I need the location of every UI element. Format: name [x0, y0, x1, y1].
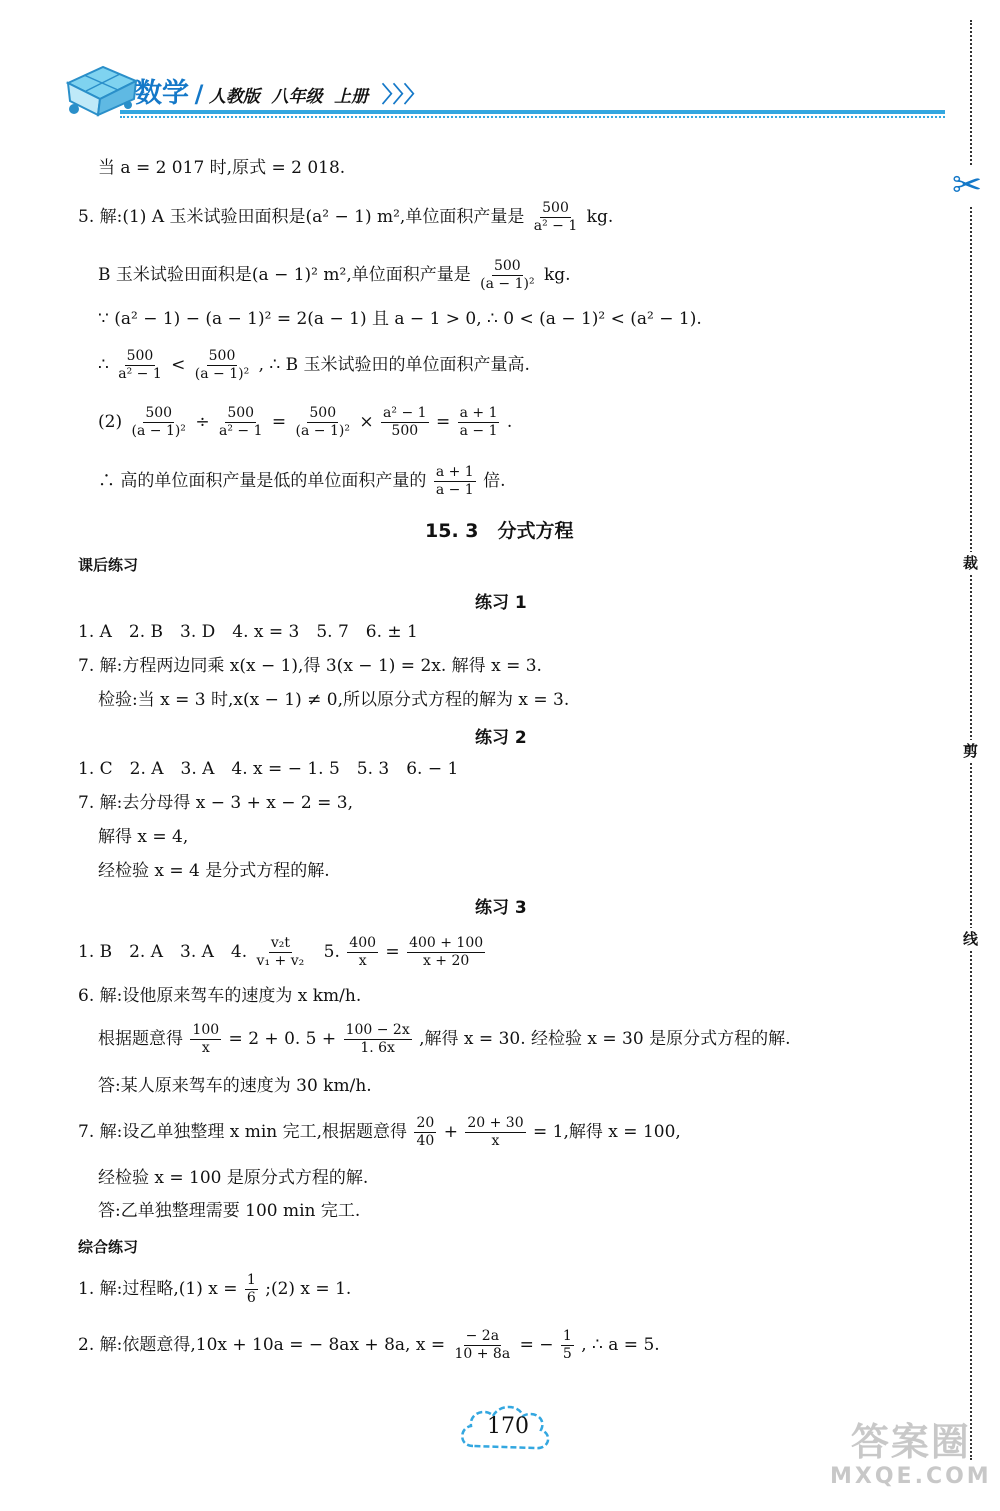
text: kg. [586, 207, 614, 227]
numerator: a + 1 [435, 464, 474, 480]
text: = 2 + 0. 5 + [228, 1029, 337, 1049]
practice-3-line-3 [98, 1022, 791, 1057]
text: ∴ 高的单位面积产量是低的单位面积产量的 [98, 471, 427, 491]
denominator: (a − 1)² [295, 423, 350, 439]
header-subject: 数学 [135, 78, 189, 109]
practice-3-line-5 [78, 1115, 681, 1150]
text: B 玉米试验田面积是(a − 1)² m²,单位面积产量是 [98, 265, 471, 285]
fraction [255, 935, 307, 970]
fraction [347, 935, 378, 970]
fraction [190, 1022, 221, 1057]
practice-1-line-2: 7. 解:方程两边同乘 x(x − 1),得 3(x − 1) = 2x. 解得 x = 3. [78, 656, 542, 676]
cube-logo-icon [48, 53, 148, 117]
text: 5. 解:(1) A 玉米试验田面积是(a² − 1) m²,单位面积产量是 [78, 207, 525, 227]
watermark-line-2: MXQE.COM [830, 1464, 992, 1489]
fraction [452, 1328, 512, 1363]
text: = [435, 412, 451, 432]
numerator: a² − 1 [383, 405, 427, 421]
numerator: 500 [493, 258, 521, 274]
section-title: 15. 3 分式方程 [425, 520, 574, 542]
fraction [434, 464, 476, 499]
numerator: 20 [416, 1115, 435, 1131]
numerator: 500 [542, 200, 569, 216]
scissors-icon: ✂ [952, 165, 983, 206]
numerator: 400 + 100 [409, 935, 484, 951]
text: = [271, 412, 287, 432]
fraction [532, 200, 580, 235]
denominator: a − 1 [435, 482, 474, 498]
problem-5-line-1 [78, 200, 613, 235]
problem-5-line-6 [98, 464, 506, 499]
text: ;(2) x = 1. [265, 1279, 352, 1299]
text: < [171, 355, 186, 375]
text: ÷ [195, 412, 210, 432]
text: kg. [543, 265, 571, 285]
denominator: a² − 1 [118, 366, 162, 382]
practice-2-line-4: 经检验 x = 4 是分式方程的解. [98, 861, 330, 881]
denominator: (a − 1)² [131, 423, 186, 439]
practice-2-line-3: 解得 x = 4, [98, 827, 189, 847]
denominator: (a − 1)² [480, 276, 535, 292]
fraction [193, 348, 251, 383]
denominator: x [358, 953, 367, 969]
denominator: a² − 1 [218, 423, 263, 439]
practice-3-title: 练习 3 [475, 898, 527, 918]
denominator: 1. 6x [360, 1040, 395, 1056]
denominator: x + 20 [422, 953, 470, 969]
problem-5-line-4 [98, 348, 530, 383]
page-number: 170 [487, 1414, 529, 1439]
denominator: 10 + 8a [454, 1346, 511, 1362]
problem-5-line-5 [98, 405, 512, 440]
denominator: 5 [562, 1346, 572, 1362]
practice-2-line-1: 1. C 2. A 3. A 4. x = − 1. 5 5. 3 6. − 1 [78, 759, 459, 779]
problem-5-line-2 [98, 258, 571, 293]
practice-2-line-2: 7. 解:去分母得 x − 3 + x − 2 = 3, [78, 793, 353, 813]
fraction [381, 405, 429, 440]
denominator: 500 [391, 423, 419, 439]
text: = [385, 942, 400, 962]
numerator: 500 [145, 405, 173, 421]
cut-char-1: 裁 [963, 554, 979, 572]
practice-1-title: 练习 1 [475, 593, 527, 613]
text: (2) [98, 412, 123, 432]
text: 1. B 2. A 3. A 4. [78, 942, 248, 962]
numerator: 500 [227, 405, 255, 421]
fraction [130, 405, 188, 440]
numerator: 500 [309, 405, 337, 421]
text: , ∴ B 玉米试验田的单位面积产量高. [258, 355, 530, 375]
text: 根据题意得 [98, 1029, 183, 1049]
comprehensive-line-1 [78, 1272, 351, 1307]
text: 1. 解:过程略,(1) x = [78, 1279, 238, 1299]
fraction [217, 405, 265, 440]
denominator: x [491, 1133, 500, 1149]
subhead-comprehensive: 综合练习 [78, 1238, 139, 1256]
fraction [561, 1328, 574, 1363]
watermark [830, 1420, 992, 1490]
header-arrows: 〉〉〉 [381, 83, 426, 108]
practice-3-line-4: 答:某人原来驾车的速度为 30 km/h. [98, 1076, 372, 1096]
text: = 1,解得 x = 100, [533, 1122, 681, 1142]
denominator: 6 [246, 1290, 256, 1306]
header-grade: 八年级 [271, 87, 323, 107]
comprehensive-line-2 [78, 1328, 660, 1363]
denominator: a² − 1 [533, 218, 578, 234]
denominator: a − 1 [459, 423, 498, 439]
practice-3-line-6: 经检验 x = 100 是原分式方程的解. [98, 1168, 369, 1188]
problem-5-line-3: ∵ (a² − 1) − (a − 1)² = 2(a − 1) 且 a − 1 > 0, ∴ 0 < (a − 1)² < (a² − 1). [98, 309, 702, 329]
cut-char-3: 线 [963, 930, 979, 948]
header-rule-dots [120, 116, 945, 118]
line-1: 当 a = 2 017 时,原式 = 2 018. [98, 158, 346, 178]
denominator: v₁ + v₂ [256, 953, 305, 969]
numerator: 400 [349, 935, 377, 951]
numerator: 1 [562, 1328, 572, 1344]
fraction [458, 405, 500, 440]
text: ,解得 x = 30. 经检验 x = 30 是原分式方程的解. [419, 1029, 791, 1049]
fraction [465, 1115, 525, 1150]
numerator: 500 [126, 348, 154, 364]
practice-3-line-1 [78, 935, 487, 970]
text: . [506, 412, 513, 432]
practice-1-line-1: 1. A 2. B 3. D 4. x = 3 5. 7 6. ± 1 [78, 622, 418, 642]
fraction [245, 1272, 258, 1307]
fraction [116, 348, 164, 383]
text: ∴ [98, 355, 109, 375]
fraction [407, 935, 485, 970]
header-volume: 上册 [334, 87, 369, 107]
fraction [294, 405, 352, 440]
header-rule [120, 110, 945, 114]
text: 倍. [483, 471, 506, 491]
numerator: − 2a [465, 1328, 500, 1344]
practice-3-line-2: 6. 解:设他原来驾车的速度为 x km/h. [78, 986, 362, 1006]
practice-1-line-3: 检验:当 x = 3 时,x(x − 1) ≠ 0,所以原分式方程的解为 x = 3. [98, 690, 570, 710]
text: 5. [323, 942, 340, 962]
text: 7. 解:设乙单独整理 x min 完工,根据题意得 [78, 1122, 408, 1142]
text: 2. 解:依题意得,10x + 10a = − 8ax + 8a, x = [78, 1335, 446, 1355]
text: , ∴ a = 5. [581, 1335, 660, 1355]
numerator: 1 [246, 1272, 256, 1288]
subhead-after-class: 课后练习 [78, 556, 139, 574]
text: + [443, 1122, 458, 1142]
fraction [414, 1115, 436, 1150]
practice-3-line-7: 答:乙单独整理需要 100 min 完工. [98, 1201, 361, 1221]
text: = − [519, 1335, 554, 1355]
practice-2-title: 练习 2 [475, 728, 527, 748]
fraction [478, 258, 536, 293]
numerator: 500 [208, 348, 236, 364]
header-edition: 人教版 [208, 87, 260, 107]
watermark-line-1: 答案圈 [850, 1420, 971, 1464]
header-slash: / [194, 80, 204, 108]
numerator: 100 [192, 1022, 220, 1038]
denominator: 40 [416, 1133, 435, 1149]
fraction [344, 1022, 412, 1057]
numerator: 100 − 2x [345, 1022, 410, 1038]
denominator: (a − 1)² [194, 366, 250, 382]
numerator: 20 + 30 [467, 1115, 524, 1131]
numerator: v₂t [270, 935, 290, 951]
text: × [359, 412, 374, 432]
header [40, 45, 940, 125]
numerator: a + 1 [459, 405, 498, 421]
denominator: x [201, 1040, 210, 1056]
cut-char-2: 剪 [963, 742, 979, 760]
